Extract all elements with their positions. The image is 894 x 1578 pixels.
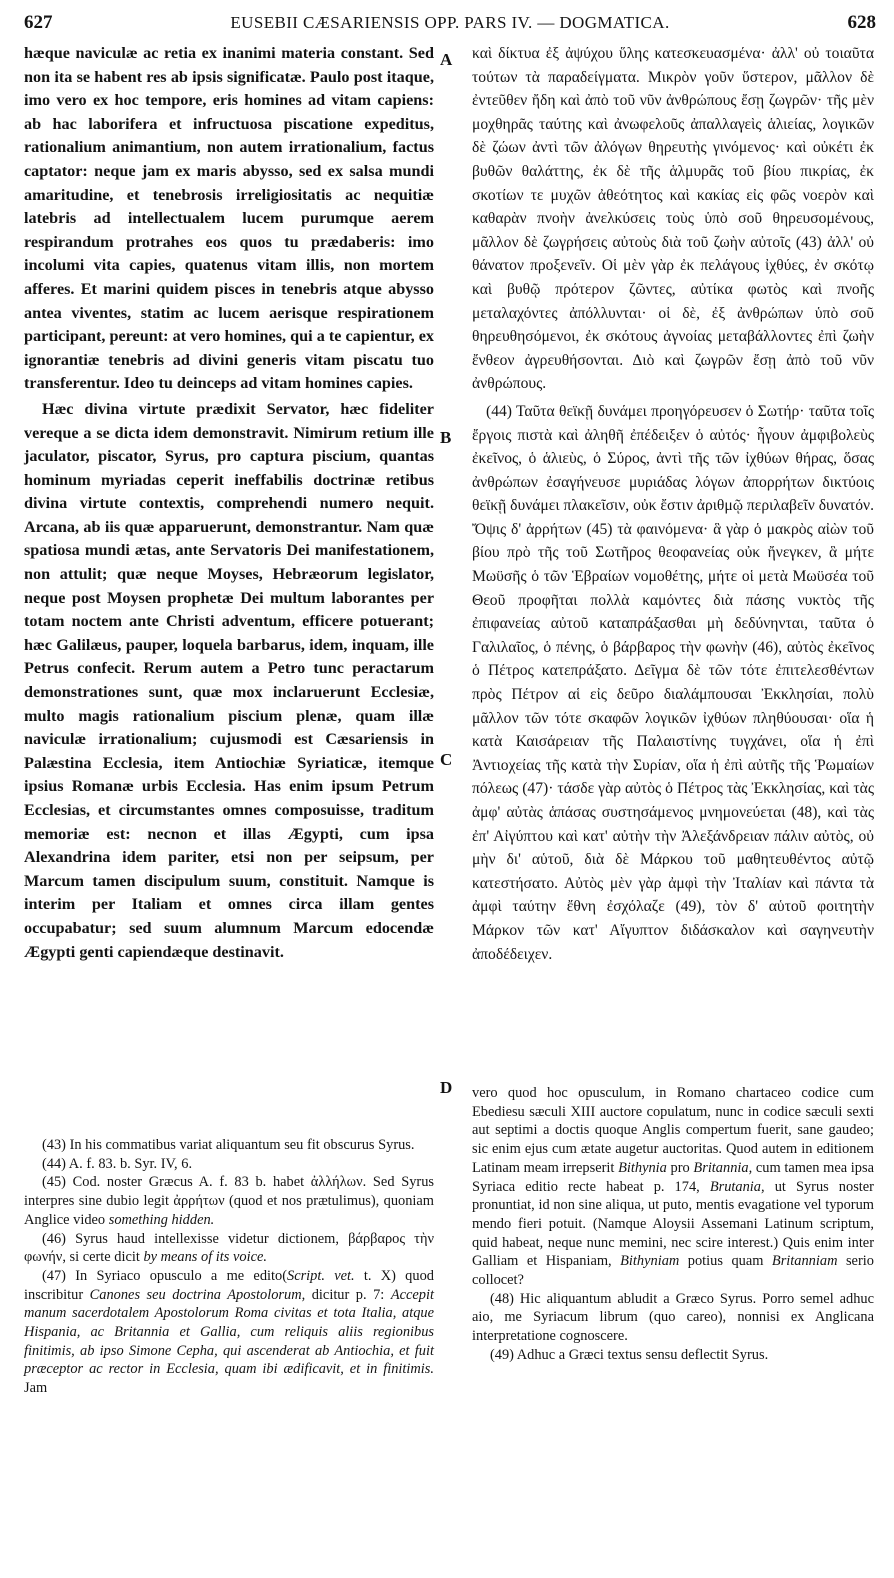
fn47c-italic-b: Bithynia — [618, 1159, 667, 1176]
fn47c-text-g: ut Syrus noster pronuntiat, id non sine aliqua, ut puto, mentis evagatione vel typorum mendo fieri potuit. (Namque Aloysii Assemani Latinum scriptum, quid habeat, neque nunc memini, nec scire interest.) Quis enim inter Galliam et Hispaniam, — [472, 1178, 874, 1270]
running-header — [24, 12, 876, 38]
footnote-47-italic-d: Canones seu doctrina Apostolorum, — [89, 1286, 306, 1303]
footnote-47 — [24, 1267, 434, 1398]
footnote-46-italic: by means of its voice. — [143, 1249, 267, 1266]
footnote-46-text: (46) Syrus haud intellexisse videtur dictionem, βάρβαρος τὴν φωνήν, si certe dicit — [24, 1230, 434, 1266]
fn47c-text-a: vero quod hoc opusculum, in Romano chartaceo codice cum Ebediesu sæculi XIII auctore copulatum, nunc in codice sæculi sexti aut septimi a doctis quoque Anglis compertum fuerit, sane gaudeo; sic enim ejus cum ætate augetur auctoritas. Quod autem in editionem Latinam meam irrepserit — [472, 1085, 874, 1176]
fn47c-text-i: potius quam — [687, 1253, 764, 1270]
latin-column — [24, 42, 434, 964]
margin-letter-a: A — [440, 50, 453, 69]
greek-paragraph-1: καὶ δίκτυα ἐξ ἀψύχου ὕλης κατεσκευασμένα· ἀλλ' οὐ τοιαῦτα τούτων τὰ παραδείγματα. Μικρὸν γοῦν ὕστερον, μᾶλλον δὲ ἐντεῦθεν ἤδη καὶ ἀπὸ τοῦ νῦν ἀνθρώπους ἔσῃ ζωγρῶν· τῆς μὲν μοχθηρᾶς ταύτης καὶ ἀνωφελοῦς ἀπαλλαγεὶς ἁλιείας, λογικῶν δὲ ζώων ἀντὶ τῶν ἀλόγων θηρευτὴς γινόμενος· καὶ οὐκέτι ἐκ βυθῶν θαλάττης, ἐκ δὲ τῆς ἁλμυρᾶς τοῦ βίου πικρίας, ἐκ σκοτίων τε μυχῶν ἀθεότητος καὶ κακίας εἰς φῶς νοερὸν καὶ καθαρὰν πνοὴν ἀνελκύσεις τοὺς ὑπὸ σοῦ θηρευσομένους, μᾶλλον δὲ ζωγρήσεις αὐτοὺς διὰ τοῦ ζωὴν αὐτοῖς (43) ἀλλ' οὐ θάνατον προξενεῖν. Οἱ μὲν γὰρ ἐκ πελάγους ἰχθύες, ἐν σκότῳ καὶ βυθῷ πρότερον ζῶντες, αὐτίκα φωτὸς καὶ πνοῆς μεταλαχόντες ἀπόλλυνται· οἱ δὲ, ἐξ ἀνθρώπων ὑπὸ σοῦ θηρευθησόμενοι, ἐκ σκότους ἀγνοίας μεταβάλλοντες ἐπὶ ζωὴν ἔνθεον ἀγρευθήσονται. Διὸ καὶ ζωγρῶν ἔσῃ ἀπὸ τοῦ νῦν ἀνθρώπους. — [472, 45, 874, 393]
running-title: EUSEBII CÆSARIENSIS OPP. PARS IV. — DOGMATICA. — [230, 13, 670, 32]
fn47c-text-c: pro — [670, 1159, 690, 1176]
greek-paragraph-2: (44) Ταῦτα θεϊκῇ δυνάμει προηγόρευσεν ὁ Σωτήρ· ταῦτα τοῖς ἔργοις πιστὰ καὶ ἀληθῆ ἐπέδειξεν ὁ αὐτός· ἦγουν ἀμφιβολεὺς ἐκεῖνος, ὁ ἁλιεὺς, ὁ Σύρος, ἀντὶ τῆς τῶν ἰχθύων θήρας, ὅσας ἀνθρώπων ἐσαγήνευσε μυριάδας λόγων ἀπορρήτων δικτύοις θεϊκῇ δυνάμει πλακεῖσιν, οὐκ ἔστιν ἀριθμῷ περιλαβεῖν δυνατόν. Ὄψις δ' ἀρρήτων (45) τὰ φαινόμενα· ἃ γὰρ ὁ μακρὸς αἰὼν τοῦ βίου πρὸ τῆς τοῦ Σωτῆρος θεοφανείας οὐκ ἤνεγκεν, ἃ μήτε Μωϋσῆς ὁ τῶν Ἑβραίων νομοθέτης, μήτε οἱ μετὰ Μωϋσέα τοῦ Θεοῦ προφῆται πολλὰ καμόντες διὰ πάσης νυκτὸς τῆς ἐπιφανείας αὐτοῦ καταπράξασθαι μὴ δεδύνηνται, ταῦτα ὁ Γαλιλαῖος, ὁ πένης, ὁ βάρβαρος τὴν φωνὴν (46), αὐτὸς ἐκεῖνος ὁ Πέτρος κατεπράξατο. Δεῖγμα δὲ τῶν τότε ἐπιτελεσθέντων πρὸς Πέτρον αἱ εἰς δεῦρο διαλάμπουσαι Ἐκκλησίαι, πολὺ μᾶλλον τῶν τότε σκαφῶν λογικῶν ἰχθύων πληθύουσαι· οἵα ἡ κατὰ Καισάρειαν τῆς Παλαιστίνης τυγχάνει, οἵα ἡ ἐπὶ Ἀντιοχείας τῆς κατὰ τὴν Συρίαν, οἵα ἡ ἐπὶ αὐτῆς τῆς Ῥωμαίων πόλεως (47)· τάσδε γὰρ αὐτὸς ὁ Πέτρος τὰς Ἐκκλησίας, καὶ τὰς ἀμφ' αὐτὰς ἁπάσας συστησάμενος μνημονεύεται (48), καὶ τὰς ἐπ' Αἰγύπτου καὶ κατ' αὐτὴν τὴν Ἀλεξάνδρειαν πάλιν αὐτὸς, οὐ μὴν δι' αὑτοῦ, διὰ δὲ Μάρκου τοῦ μαθητευθέντος αὐτῷ κατεστήσατο. Αὐτὸς μὲν γὰρ ἀμφὶ τὴν Ἰταλίαν καὶ πάντα τὰ ἀμφὶ ταύτην ἔθνη ἐσχόλαζε (49), τὸν δ' αὑτοῦ φοιτητὴν Μάρκον τῶν κατ' Αἴγυπτον διδάσκαλον καὶ σαγηνευτὴν ἀποδέδειχεν. — [472, 402, 874, 963]
fn47c-text-e: cum tamen mea ipsa Syriaca editio recte habeat p. 174, — [472, 1159, 874, 1195]
footnote-47-text-g: Jam — [24, 1380, 48, 1397]
margin-letter-d: D — [440, 1078, 453, 1097]
footnote-44: (44) A. f. 83. b. Syr. IV, 6. — [42, 1155, 193, 1172]
page-number-right: 628 — [847, 12, 876, 33]
footnote-45 — [24, 1173, 434, 1229]
latin-paragraph-2: Hæc divina virtute prædixit Servator, hæc fideliter vereque a se dicta idem demonstravit. Nimirum retium ille jaculator, piscator, Syrus, pro captura piscium, quantas hominum myriadas ceperit ineffabilis doctrinæ retibus divina virtute contextis, comprehendi numero nequit. Arcana, ab iis quæ apparuerunt, demonstrantur. Nam quæ spatiosa mundi ætas, ante Servatoris Dei manifestationem, non attulit; quæ neque Moyses, Hebræorum legislator, neque post Moysen prophetæ Dei multum laborantes per totam noctem ante Christi adventum, efficere potuerant; hæc Galilæus, pauper, loquela barbarus, idem, inquam, ille Petrus confecit. Rerum autem a Petro tunc peractarum demonstrationes sunt, quæ mox inclaruerunt Ecclesiæ, multo magis rationalium piscium plenæ, quam illæ naviculæ irrationalium; cujusmodi est Cæsariensis in Palæstina Ecclesia, item Antiochiæ Syriaticæ, itemque ipsius Romanæ urbis Ecclesia. Has enim ipsum Petrum Ecclesias, et circumstantes omnes composuisse, traditum memoriæ est: necnon et illas Ægypti, cum ipsa Alexandrina idem pariter, etsi non per seipsum, per Marcum tamen discipulum suum, constituit. Namque is interim per Italiam et omnes circa illam gentes occupabatur; sed suum alumnum Marcum edocendæ Ægypti genti capiendæque destinavit. — [24, 399, 434, 961]
margin-letter-c: C — [440, 750, 453, 769]
footnote-49: (49) Adhuc a Græci textus sensu deflectit Syrus. — [490, 1346, 769, 1363]
fn47c-text-k: serio collocet? — [472, 1253, 874, 1289]
fn47c-italic-f: Brutania, — [709, 1178, 765, 1195]
footnote-48: (48) Hic aliquantum abludit a Græco Syrus. Porro semel adhuc aio, me Syriacum librum (quo careo), nonnisi ex Anglicana interpretatione cognoscere. — [472, 1290, 874, 1345]
footnotes-left — [24, 1136, 434, 1398]
margin-letter-b: B — [440, 428, 452, 447]
footnote-45-italic: something hidden. — [108, 1211, 215, 1228]
fn47c-italic-h: Bithyniam — [620, 1253, 680, 1270]
page-number-left: 627 — [24, 12, 53, 33]
footnote-47-text-a: (47) In Syriaco opusculo a me edito( — [42, 1267, 287, 1284]
footnote-47-text-e: dicitur p. 7: — [311, 1286, 385, 1303]
greek-column — [472, 42, 874, 966]
footnote-43: (43) In his commatibus variat aliquantum seu fit obscurus Syrus. — [42, 1137, 415, 1153]
footnote-46 — [24, 1230, 434, 1267]
footnote-45-text: (45) Cod. noster Græcus A. f. 83 b. habet ἀλλήλων. Sed Syrus interpres sine dubio legit ἀρρήτων (quod et nos prætulimus), quoniam Anglice video — [24, 1174, 434, 1228]
footnote-47-italic-f: Accepit manum sacerdotalem Apostolorum Roma civitas et tota Italia, atque Hispania, ac Britannia et Gallia, cum reliquis aliis regionibus finitimis, ab ipso Simone Cepha, qui ascenderat ab Antiochia, et fuit præceptor ac rector in Ecclesia, quam ibi ædificavit, et in finitimis. — [24, 1286, 434, 1378]
latin-paragraph-1: hæque naviculæ ac retia ex inanimi materia constant. Sed non ita se habent res ab ipsis significatæ. Paulo post itaque, imo vero ex hoc tempore, eris homines ad vitam capiens: ab hac laborifera et infructuosa piscatione expeditus, rationalium animantium, non autem irrationalium, factus captator: neque jam ex maris abysso, sed ex salsa mundi amaritudine, et tenebrosis irreligiositatis ac nequitiæ latebris ad intellectualem lucem purumque aerem respirandum protrahes eos quos tu prædaberis: imo incolumi vita capies, quatenus vitam illis, non mortem afferes. Et marini quidem pisces in tenebris atque abysso antea viventes, statim ac lucem aerisque respirationem participant, pereunt: at vero homines, qui a te capientur, ex ignorantiæ tenebris ad divini generis vitam piscatu tuo transferentur. Ideo tu deinceps ad vitam homines capies. — [24, 44, 434, 393]
footnote-47-text-c: t. X) quod inscribitur — [24, 1267, 434, 1303]
footnote-47-continued — [472, 1084, 874, 1290]
fn47c-italic-d: Britannia, — [693, 1159, 753, 1176]
footnote-47-italic-b: Script. vet. — [287, 1267, 355, 1284]
fn47c-italic-j: Britanniam — [771, 1253, 838, 1270]
footnotes-right — [472, 1084, 874, 1365]
